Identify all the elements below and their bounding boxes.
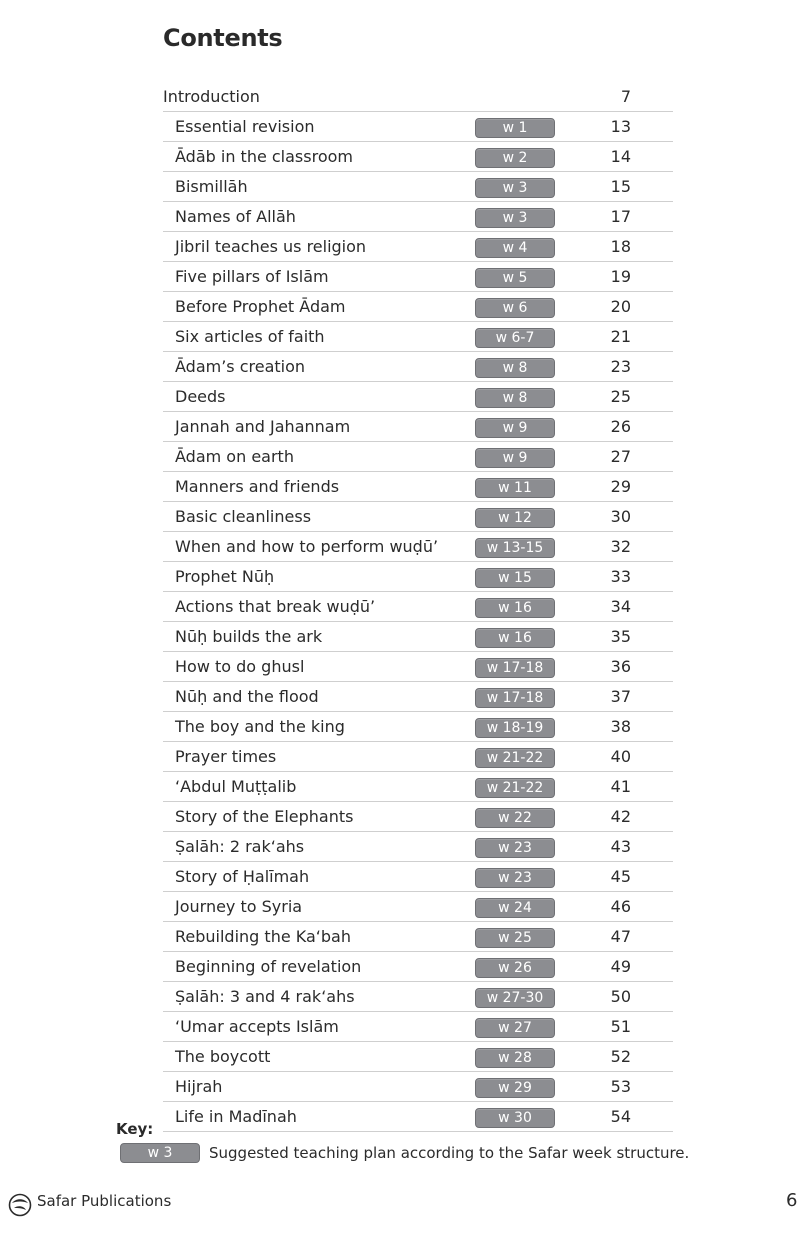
toc-entry-page: 7 <box>620 87 631 106</box>
toc-row[interactable] <box>163 142 673 172</box>
week-badge: w 28 <box>475 1048 555 1068</box>
toc-entry-title: Ādāb in the classroom <box>175 147 353 166</box>
toc-row[interactable] <box>163 1042 673 1072</box>
toc-row[interactable] <box>163 382 673 412</box>
week-badge: w 22 <box>475 808 555 828</box>
toc-entry-title: Manners and friends <box>175 477 340 496</box>
toc-entry-page: 40 <box>610 747 631 766</box>
toc-row[interactable] <box>163 262 673 292</box>
toc-entry-page: 23 <box>610 357 631 376</box>
week-badge: w 17-18 <box>475 658 555 678</box>
toc-entry-title: Ādam on earth <box>175 447 294 466</box>
toc-entry-title: How to do ghusl <box>175 657 305 676</box>
week-badge: w 6 <box>475 298 555 318</box>
toc-row[interactable] <box>163 592 673 622</box>
toc-row[interactable] <box>163 832 673 862</box>
toc-entry-title: Six articles of faith <box>175 327 325 346</box>
toc-entry-title: Essential revision <box>175 117 315 136</box>
toc-row[interactable] <box>163 532 673 562</box>
toc-entry-title: The boycott <box>175 1047 271 1066</box>
toc-row[interactable] <box>163 172 673 202</box>
toc-row[interactable] <box>163 352 673 382</box>
toc-entry-page: 37 <box>610 687 631 706</box>
key-week-badge: w 3 <box>120 1143 200 1163</box>
page-title: Contents <box>163 24 283 52</box>
week-badge: w 24 <box>475 898 555 918</box>
toc-entry-page: 29 <box>610 477 631 496</box>
toc-entry-title: Prophet Nūḥ <box>175 567 275 586</box>
toc-entry-page: 27 <box>610 447 631 466</box>
toc-row[interactable] <box>163 682 673 712</box>
toc-row[interactable] <box>163 922 673 952</box>
toc-entry-title: Life in Madīnah <box>175 1107 297 1126</box>
toc-entry-title: Story of Ḥalīmah <box>175 867 310 886</box>
toc-entry-page: 26 <box>610 417 631 436</box>
toc-entry-title: Basic cleanliness <box>175 507 312 526</box>
toc-entry-page: 14 <box>610 147 631 166</box>
week-badge: w 23 <box>475 838 555 858</box>
toc-row[interactable] <box>163 442 673 472</box>
toc-entry-page: 35 <box>610 627 631 646</box>
toc-entry-page: 21 <box>610 327 631 346</box>
toc-entry-page: 53 <box>610 1077 631 1096</box>
week-badge: w 8 <box>475 388 555 408</box>
toc-entry-page: 36 <box>610 657 631 676</box>
toc-row[interactable] <box>163 1072 673 1102</box>
toc-row[interactable] <box>163 502 673 532</box>
week-badge: w 6-7 <box>475 328 555 348</box>
toc-entry-page: 47 <box>610 927 631 946</box>
toc-entry-title: Nūḥ and the flood <box>175 687 319 706</box>
toc-row[interactable] <box>163 712 673 742</box>
toc-entry-title: Rebuilding the Ka‘bah <box>175 927 351 946</box>
toc-entry-title: Ṣalāh: 2 rak‘ahs <box>175 837 305 856</box>
toc-entry-title: Names of Allāh <box>175 207 296 226</box>
safar-logo-icon <box>8 1193 32 1217</box>
toc-entry-title: When and how to perform wuḍū’ <box>175 537 439 556</box>
week-badge: w 8 <box>475 358 555 378</box>
footer-publisher: Safar Publications <box>37 1192 172 1210</box>
toc-row[interactable] <box>163 292 673 322</box>
toc-entry-title: Story of the Elephants <box>175 807 354 826</box>
toc-entry-page: 15 <box>610 177 631 196</box>
week-badge: w 13-15 <box>475 538 555 558</box>
toc-entry-page: 41 <box>610 777 631 796</box>
toc-entry-title: Jibril teaches us religion <box>175 237 367 256</box>
toc-entry-title: Nūḥ builds the ark <box>175 627 323 646</box>
toc-entry-title: ‘Umar accepts Islām <box>175 1017 339 1036</box>
toc-entry-page: 32 <box>610 537 631 556</box>
week-badge: w 29 <box>475 1078 555 1098</box>
toc-row[interactable] <box>163 472 673 502</box>
toc-row[interactable] <box>163 742 673 772</box>
toc-row[interactable] <box>163 802 673 832</box>
toc-entry-title: Actions that break wuḍū’ <box>175 597 376 616</box>
toc-entry-page: 38 <box>610 717 631 736</box>
week-badge: w 9 <box>475 418 555 438</box>
week-badge: w 5 <box>475 268 555 288</box>
week-badge: w 9 <box>475 448 555 468</box>
toc-entry-title: Introduction <box>163 87 260 106</box>
toc-entry-page: 17 <box>610 207 631 226</box>
week-badge: w 17-18 <box>475 688 555 708</box>
toc-entry-title: Ādam’s creation <box>175 357 306 376</box>
toc-entry-page: 34 <box>610 597 631 616</box>
toc-entry-page: 42 <box>610 807 631 826</box>
toc-entry-page: 13 <box>610 117 631 136</box>
toc-entry-page: 52 <box>610 1047 631 1066</box>
key-label: Key: <box>116 1120 154 1138</box>
toc-entry-page: 33 <box>610 567 631 586</box>
toc-row[interactable] <box>163 322 673 352</box>
week-badge: w 21-22 <box>475 778 555 798</box>
toc-entry-page: 45 <box>610 867 631 886</box>
toc-row[interactable] <box>163 892 673 922</box>
week-badge: w 16 <box>475 598 555 618</box>
toc-row[interactable] <box>163 862 673 892</box>
week-badge: w 25 <box>475 928 555 948</box>
week-badge: w 12 <box>475 508 555 528</box>
toc-entry-page: 30 <box>610 507 631 526</box>
toc-entry-title: Beginning of revelation <box>175 957 362 976</box>
toc-entry-page: 51 <box>610 1017 631 1036</box>
week-badge: w 2 <box>475 148 555 168</box>
key-legend <box>120 1143 720 1165</box>
toc-entry-page: 43 <box>610 837 631 856</box>
week-badge: w 3 <box>475 208 555 228</box>
toc-entry-page: 54 <box>610 1107 631 1126</box>
toc-entry-title: Bismillāh <box>175 177 248 196</box>
toc-entry-title: ‘Abdul Muṭṭalib <box>175 777 297 796</box>
toc-entry-title: Prayer times <box>175 747 277 766</box>
week-badge: w 26 <box>475 958 555 978</box>
toc-row[interactable] <box>163 562 673 592</box>
footer-page-number: 6 <box>786 1190 798 1211</box>
toc-row[interactable] <box>163 982 673 1012</box>
week-badge: w 27 <box>475 1018 555 1038</box>
toc-entry-title: Jannah and Jahannam <box>175 417 351 436</box>
week-badge: w 27-30 <box>475 988 555 1008</box>
toc-entry-title: Hijrah <box>175 1077 223 1096</box>
toc-entry-title: Before Prophet Ādam <box>175 297 346 316</box>
week-badge: w 3 <box>475 178 555 198</box>
week-badge: w 18-19 <box>475 718 555 738</box>
toc-entry-title: Deeds <box>175 387 226 406</box>
toc-row[interactable] <box>163 1102 673 1132</box>
toc-entry-page: 19 <box>610 267 631 286</box>
toc-row[interactable] <box>163 232 673 262</box>
toc-entry-page: 46 <box>610 897 631 916</box>
toc-row[interactable] <box>163 952 673 982</box>
toc-row[interactable] <box>163 1012 673 1042</box>
toc-entry-page: 18 <box>610 237 631 256</box>
toc-entry-title: Ṣalāh: 3 and 4 rak‘ahs <box>175 987 355 1006</box>
toc-row[interactable] <box>163 412 673 442</box>
toc-entry-title: The boy and the king <box>175 717 345 736</box>
key-description: Suggested teaching plan according to the Safar week structure. <box>209 1144 690 1162</box>
toc-row[interactable] <box>163 202 673 232</box>
toc-row-introduction[interactable] <box>163 82 673 112</box>
toc-entry-page: 20 <box>610 297 631 316</box>
toc-row[interactable] <box>163 112 673 142</box>
week-badge: w 1 <box>475 118 555 138</box>
week-badge: w 21-22 <box>475 748 555 768</box>
toc-entry-title: Journey to Syria <box>175 897 303 916</box>
week-badge: w 23 <box>475 868 555 888</box>
toc-entry-page: 50 <box>610 987 631 1006</box>
week-badge: w 11 <box>475 478 555 498</box>
toc-row[interactable] <box>163 622 673 652</box>
week-badge: w 16 <box>475 628 555 648</box>
week-badge: w 15 <box>475 568 555 588</box>
toc-row[interactable] <box>163 772 673 802</box>
week-badge: w 30 <box>475 1108 555 1128</box>
week-badge: w 4 <box>475 238 555 258</box>
toc-entry-page: 25 <box>610 387 631 406</box>
table-of-contents <box>163 82 673 1132</box>
toc-row[interactable] <box>163 652 673 682</box>
toc-entry-page: 49 <box>610 957 631 976</box>
toc-entry-title: Five pillars of Islām <box>175 267 329 286</box>
